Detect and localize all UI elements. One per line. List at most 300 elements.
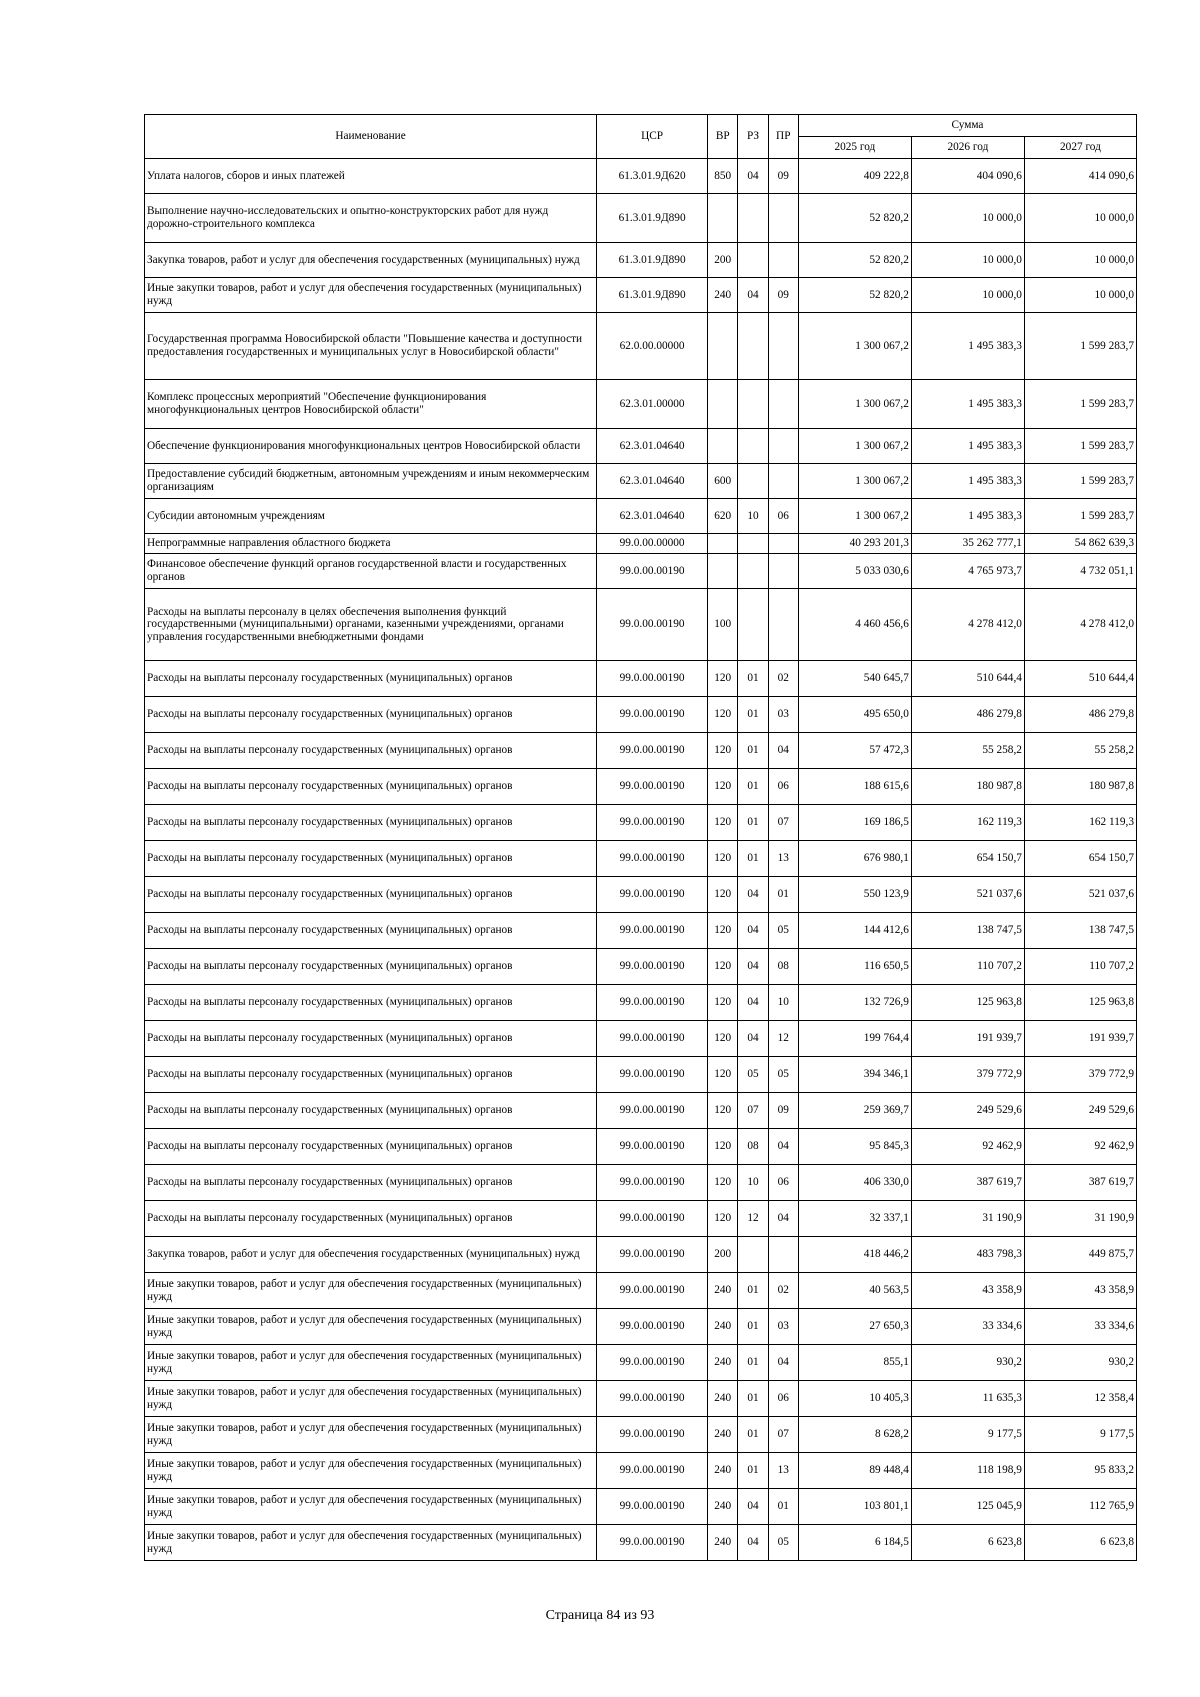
- cell-2026: 55 258,2: [911, 733, 1024, 769]
- cell-rz: 01: [738, 697, 768, 733]
- cell-2026: 1 495 383,3: [911, 464, 1024, 499]
- cell-vr: 120: [708, 805, 738, 841]
- cell-rz: 01: [738, 805, 768, 841]
- cell-pr: 02: [768, 661, 798, 697]
- cell-2027: 1 599 283,7: [1024, 499, 1136, 534]
- cell-pr: 09: [768, 278, 798, 313]
- cell-2027: 95 833,2: [1024, 1453, 1136, 1489]
- cell-pr: 02: [768, 1273, 798, 1309]
- cell-vr: [708, 313, 738, 380]
- cell-2025: 495 650,0: [798, 697, 911, 733]
- cell-rz: 01: [738, 1273, 768, 1309]
- cell-pr: [768, 534, 798, 554]
- cell-pr: 04: [768, 733, 798, 769]
- cell-csr: 62.3.01.04640: [597, 464, 708, 499]
- cell-rz: [738, 380, 768, 429]
- cell-pr: [768, 1237, 798, 1273]
- cell-csr: 61.3.01.9Д890: [597, 194, 708, 243]
- table-row: [145, 1453, 1137, 1489]
- cell-csr: 99.0.00.00190: [597, 1057, 708, 1093]
- table-row: [145, 841, 1137, 877]
- cell-rz: 01: [738, 733, 768, 769]
- cell-2027: 112 765,9: [1024, 1489, 1136, 1525]
- cell-name: Иные закупки товаров, работ и услуг для обеспечения государственных (муниципальных) нужд: [145, 1453, 597, 1489]
- cell-2025: 676 980,1: [798, 841, 911, 877]
- cell-2027: 1 599 283,7: [1024, 380, 1136, 429]
- cell-rz: 10: [738, 1165, 768, 1201]
- cell-csr: 99.0.00.00000: [597, 534, 708, 554]
- cell-2027: 9 177,5: [1024, 1417, 1136, 1453]
- table-row: [145, 985, 1137, 1021]
- cell-csr: 99.0.00.00190: [597, 1489, 708, 1525]
- cell-csr: 99.0.00.00190: [597, 1381, 708, 1417]
- cell-name: Расходы на выплаты персоналу государственных (муниципальных) органов: [145, 661, 597, 697]
- cell-rz: [738, 554, 768, 589]
- table-row: [145, 1345, 1137, 1381]
- cell-2027: 387 619,7: [1024, 1165, 1136, 1201]
- table-row: [145, 733, 1137, 769]
- cell-2026: 125 963,8: [911, 985, 1024, 1021]
- cell-2025: 406 330,0: [798, 1165, 911, 1201]
- cell-pr: 07: [768, 1417, 798, 1453]
- cell-2026: 379 772,9: [911, 1057, 1024, 1093]
- cell-csr: 99.0.00.00190: [597, 1093, 708, 1129]
- cell-csr: 99.0.00.00190: [597, 1525, 708, 1561]
- cell-csr: 99.0.00.00190: [597, 697, 708, 733]
- cell-2027: 33 334,6: [1024, 1309, 1136, 1345]
- cell-name: Субсидии автономным учреждениям: [145, 499, 597, 534]
- cell-2027: 55 258,2: [1024, 733, 1136, 769]
- cell-2025: 32 337,1: [798, 1201, 911, 1237]
- table-row: [145, 194, 1137, 243]
- cell-pr: 04: [768, 1129, 798, 1165]
- cell-vr: 200: [708, 243, 738, 278]
- cell-name: Иные закупки товаров, работ и услуг для обеспечения государственных (муниципальных) нужд: [145, 1489, 597, 1525]
- cell-rz: 04: [738, 913, 768, 949]
- cell-name: Расходы на выплаты персоналу государственных (муниципальных) органов: [145, 949, 597, 985]
- cell-2026: 6 623,8: [911, 1525, 1024, 1561]
- cell-vr: 240: [708, 1345, 738, 1381]
- cell-2025: 40 563,5: [798, 1273, 911, 1309]
- cell-2025: 540 645,7: [798, 661, 911, 697]
- table-row: [145, 1237, 1137, 1273]
- cell-csr: 62.3.01.04640: [597, 429, 708, 464]
- cell-2025: 132 726,9: [798, 985, 911, 1021]
- table-row: [145, 1201, 1137, 1237]
- cell-2026: 521 037,6: [911, 877, 1024, 913]
- cell-rz: 01: [738, 769, 768, 805]
- cell-2025: 27 650,3: [798, 1309, 911, 1345]
- cell-pr: [768, 554, 798, 589]
- cell-name: Расходы на выплаты персоналу в целях обеспечения выполнения функций государственными (муниципальными) органами, казенными учреждениями, органами управления государственными внебюджетными фондами: [145, 589, 597, 661]
- cell-2026: 118 198,9: [911, 1453, 1024, 1489]
- cell-2025: 10 405,3: [798, 1381, 911, 1417]
- cell-rz: 04: [738, 1489, 768, 1525]
- cell-2026: 4 278 412,0: [911, 589, 1024, 661]
- cell-rz: 10: [738, 499, 768, 534]
- cell-2026: 387 619,7: [911, 1165, 1024, 1201]
- cell-2027: 125 963,8: [1024, 985, 1136, 1021]
- cell-2027: 92 462,9: [1024, 1129, 1136, 1165]
- cell-2026: 483 798,3: [911, 1237, 1024, 1273]
- cell-csr: 99.0.00.00190: [597, 1237, 708, 1273]
- cell-2026: 180 987,8: [911, 769, 1024, 805]
- cell-2027: 10 000,0: [1024, 194, 1136, 243]
- cell-vr: 120: [708, 733, 738, 769]
- cell-rz: 12: [738, 1201, 768, 1237]
- cell-vr: 120: [708, 841, 738, 877]
- table-row: [145, 1093, 1137, 1129]
- table-row: [145, 429, 1137, 464]
- cell-pr: 06: [768, 1381, 798, 1417]
- table-row: [145, 313, 1137, 380]
- cell-vr: 120: [708, 697, 738, 733]
- cell-2027: 930,2: [1024, 1345, 1136, 1381]
- cell-csr: 62.3.01.04640: [597, 499, 708, 534]
- cell-csr: 99.0.00.00190: [597, 1021, 708, 1057]
- cell-name: Иные закупки товаров, работ и услуг для обеспечения государственных (муниципальных) нужд: [145, 1525, 597, 1561]
- table-row: [145, 278, 1137, 313]
- cell-pr: 07: [768, 805, 798, 841]
- cell-2025: 1 300 067,2: [798, 313, 911, 380]
- cell-2027: 110 707,2: [1024, 949, 1136, 985]
- cell-rz: 04: [738, 949, 768, 985]
- cell-rz: 05: [738, 1057, 768, 1093]
- cell-pr: 13: [768, 841, 798, 877]
- cell-2027: 486 279,8: [1024, 697, 1136, 733]
- cell-2026: 654 150,7: [911, 841, 1024, 877]
- cell-rz: 04: [738, 1021, 768, 1057]
- cell-name: Расходы на выплаты персоналу государственных (муниципальных) органов: [145, 985, 597, 1021]
- cell-2025: 103 801,1: [798, 1489, 911, 1525]
- cell-rz: 04: [738, 278, 768, 313]
- cell-2027: 10 000,0: [1024, 243, 1136, 278]
- cell-vr: 240: [708, 1309, 738, 1345]
- cell-pr: 01: [768, 877, 798, 913]
- cell-name: Обеспечение функционирования многофункциональных центров Новосибирской области: [145, 429, 597, 464]
- cell-pr: 06: [768, 769, 798, 805]
- table-row: [145, 1021, 1137, 1057]
- cell-2025: 188 615,6: [798, 769, 911, 805]
- cell-2025: 199 764,4: [798, 1021, 911, 1057]
- cell-name: Государственная программа Новосибирской области "Повышение качества и доступности предоставления государственных и муниципальных услуг в Новосибирской области": [145, 313, 597, 380]
- cell-2027: 6 623,8: [1024, 1525, 1136, 1561]
- cell-name: Иные закупки товаров, работ и услуг для обеспечения государственных (муниципальных) нужд: [145, 1273, 597, 1309]
- cell-2026: 1 495 383,3: [911, 380, 1024, 429]
- cell-csr: 99.0.00.00190: [597, 1345, 708, 1381]
- cell-2027: 1 599 283,7: [1024, 313, 1136, 380]
- cell-name: Расходы на выплаты персоналу государственных (муниципальных) органов: [145, 877, 597, 913]
- cell-name: Расходы на выплаты персоналу государственных (муниципальных) органов: [145, 769, 597, 805]
- cell-rz: [738, 589, 768, 661]
- cell-2025: 418 446,2: [798, 1237, 911, 1273]
- cell-2026: 4 765 973,7: [911, 554, 1024, 589]
- header-year-2026: 2026 год: [911, 137, 1024, 159]
- cell-csr: 99.0.00.00190: [597, 589, 708, 661]
- cell-vr: 120: [708, 1021, 738, 1057]
- cell-2026: 1 495 383,3: [911, 429, 1024, 464]
- cell-rz: 01: [738, 1417, 768, 1453]
- cell-rz: 01: [738, 1345, 768, 1381]
- table-row: [145, 243, 1137, 278]
- cell-pr: 05: [768, 1057, 798, 1093]
- cell-vr: 120: [708, 1129, 738, 1165]
- cell-csr: 99.0.00.00190: [597, 1417, 708, 1453]
- cell-2025: 855,1: [798, 1345, 911, 1381]
- cell-name: Расходы на выплаты персоналу государственных (муниципальных) органов: [145, 1165, 597, 1201]
- cell-csr: 99.0.00.00190: [597, 949, 708, 985]
- cell-2026: 249 529,6: [911, 1093, 1024, 1129]
- table-row: [145, 697, 1137, 733]
- cell-2027: 654 150,7: [1024, 841, 1136, 877]
- cell-pr: [768, 313, 798, 380]
- cell-2027: 10 000,0: [1024, 278, 1136, 313]
- cell-vr: 240: [708, 1417, 738, 1453]
- cell-pr: [768, 464, 798, 499]
- cell-2026: 404 090,6: [911, 159, 1024, 194]
- cell-2027: 12 358,4: [1024, 1381, 1136, 1417]
- cell-2026: 510 644,4: [911, 661, 1024, 697]
- cell-vr: 240: [708, 1273, 738, 1309]
- cell-2026: 11 635,3: [911, 1381, 1024, 1417]
- cell-rz: [738, 1237, 768, 1273]
- cell-2025: 1 300 067,2: [798, 380, 911, 429]
- cell-name: Закупка товаров, работ и услуг для обеспечения государственных (муниципальных) нужд: [145, 1237, 597, 1273]
- cell-2027: 191 939,7: [1024, 1021, 1136, 1057]
- cell-rz: [738, 194, 768, 243]
- cell-2025: 4 460 456,6: [798, 589, 911, 661]
- cell-vr: 600: [708, 464, 738, 499]
- cell-2026: 43 358,9: [911, 1273, 1024, 1309]
- cell-csr: 99.0.00.00190: [597, 913, 708, 949]
- table-row: [145, 1525, 1137, 1561]
- cell-2026: 33 334,6: [911, 1309, 1024, 1345]
- cell-vr: 120: [708, 1057, 738, 1093]
- header-pr: ПР: [768, 115, 798, 159]
- table-row: [145, 661, 1137, 697]
- cell-pr: 10: [768, 985, 798, 1021]
- cell-rz: [738, 429, 768, 464]
- cell-2027: 31 190,9: [1024, 1201, 1136, 1237]
- header-csr: ЦСР: [597, 115, 708, 159]
- header-sum: Сумма: [798, 115, 1136, 137]
- cell-vr: 240: [708, 1489, 738, 1525]
- cell-2026: 191 939,7: [911, 1021, 1024, 1057]
- cell-2027: 162 119,3: [1024, 805, 1136, 841]
- table-body: [145, 159, 1137, 1561]
- cell-2025: 52 820,2: [798, 243, 911, 278]
- cell-rz: 07: [738, 1093, 768, 1129]
- header-year-2027: 2027 год: [1024, 137, 1136, 159]
- cell-csr: 99.0.00.00190: [597, 661, 708, 697]
- cell-csr: 61.3.01.9Д890: [597, 243, 708, 278]
- header-year-2025: 2025 год: [798, 137, 911, 159]
- cell-2025: 409 222,8: [798, 159, 911, 194]
- cell-pr: 13: [768, 1453, 798, 1489]
- cell-vr: 120: [708, 949, 738, 985]
- cell-csr: 99.0.00.00190: [597, 1309, 708, 1345]
- cell-name: Расходы на выплаты персоналу государственных (муниципальных) органов: [145, 841, 597, 877]
- cell-2027: 510 644,4: [1024, 661, 1136, 697]
- cell-vr: [708, 534, 738, 554]
- cell-name: Расходы на выплаты персоналу государственных (муниципальных) органов: [145, 913, 597, 949]
- header-name: Наименование: [145, 115, 597, 159]
- cell-2027: 54 862 639,3: [1024, 534, 1136, 554]
- cell-pr: 05: [768, 913, 798, 949]
- cell-vr: 100: [708, 589, 738, 661]
- table-row: [145, 949, 1137, 985]
- cell-csr: 61.3.01.9Д620: [597, 159, 708, 194]
- cell-2025: 57 472,3: [798, 733, 911, 769]
- cell-vr: [708, 554, 738, 589]
- cell-2027: 1 599 283,7: [1024, 429, 1136, 464]
- cell-2025: 95 845,3: [798, 1129, 911, 1165]
- cell-2025: 116 650,5: [798, 949, 911, 985]
- cell-pr: 09: [768, 159, 798, 194]
- cell-pr: 06: [768, 1165, 798, 1201]
- table-row: [145, 1129, 1137, 1165]
- cell-csr: 99.0.00.00190: [597, 841, 708, 877]
- cell-name: Предоставление субсидий бюджетным, автономным учреждениям и иным некоммерческим организациям: [145, 464, 597, 499]
- header-vr: ВР: [708, 115, 738, 159]
- table-header: [145, 115, 1137, 159]
- cell-2027: 521 037,6: [1024, 877, 1136, 913]
- cell-name: Расходы на выплаты персоналу государственных (муниципальных) органов: [145, 1201, 597, 1237]
- cell-2026: 110 707,2: [911, 949, 1024, 985]
- cell-csr: 61.3.01.9Д890: [597, 278, 708, 313]
- cell-2027: 414 090,6: [1024, 159, 1136, 194]
- cell-pr: [768, 243, 798, 278]
- cell-pr: 08: [768, 949, 798, 985]
- cell-2025: 1 300 067,2: [798, 464, 911, 499]
- cell-2027: 4 278 412,0: [1024, 589, 1136, 661]
- cell-2025: 89 448,4: [798, 1453, 911, 1489]
- cell-2027: 180 987,8: [1024, 769, 1136, 805]
- cell-pr: 06: [768, 499, 798, 534]
- cell-2026: 92 462,9: [911, 1129, 1024, 1165]
- cell-name: Иные закупки товаров, работ и услуг для обеспечения государственных (муниципальных) нужд: [145, 1309, 597, 1345]
- cell-vr: 240: [708, 1525, 738, 1561]
- cell-name: Иные закупки товаров, работ и услуг для обеспечения государственных (муниципальных) нужд: [145, 1381, 597, 1417]
- cell-name: Расходы на выплаты персоналу государственных (муниципальных) органов: [145, 1021, 597, 1057]
- cell-name: Выполнение научно-исследовательских и опытно-конструкторских работ для нужд дорожно-строительного комплекса: [145, 194, 597, 243]
- cell-name: Уплата налогов, сборов и иных платежей: [145, 159, 597, 194]
- cell-2026: 162 119,3: [911, 805, 1024, 841]
- cell-vr: 120: [708, 1201, 738, 1237]
- cell-rz: 08: [738, 1129, 768, 1165]
- cell-rz: 01: [738, 841, 768, 877]
- cell-csr: 99.0.00.00190: [597, 769, 708, 805]
- cell-rz: 01: [738, 1381, 768, 1417]
- cell-pr: 09: [768, 1093, 798, 1129]
- cell-2026: 9 177,5: [911, 1417, 1024, 1453]
- cell-rz: [738, 534, 768, 554]
- table-row: [145, 913, 1137, 949]
- cell-vr: 120: [708, 913, 738, 949]
- cell-name: Иные закупки товаров, работ и услуг для обеспечения государственных (муниципальных) нужд: [145, 1417, 597, 1453]
- cell-2025: 52 820,2: [798, 278, 911, 313]
- cell-name: Расходы на выплаты персоналу государственных (муниципальных) органов: [145, 1057, 597, 1093]
- table-row: [145, 554, 1137, 589]
- cell-2025: 259 369,7: [798, 1093, 911, 1129]
- cell-pr: [768, 194, 798, 243]
- table-row: [145, 1489, 1137, 1525]
- cell-2026: 138 747,5: [911, 913, 1024, 949]
- budget-table: [144, 114, 1137, 1561]
- cell-vr: 120: [708, 1093, 738, 1129]
- cell-csr: 99.0.00.00190: [597, 877, 708, 913]
- cell-vr: [708, 380, 738, 429]
- cell-2025: 550 123,9: [798, 877, 911, 913]
- table-row: [145, 877, 1137, 913]
- cell-name: Расходы на выплаты персоналу государственных (муниципальных) органов: [145, 733, 597, 769]
- cell-vr: [708, 429, 738, 464]
- table-row: [145, 499, 1137, 534]
- table-row: [145, 1273, 1137, 1309]
- cell-2025: 6 184,5: [798, 1525, 911, 1561]
- cell-vr: 120: [708, 1165, 738, 1201]
- cell-pr: 05: [768, 1525, 798, 1561]
- table-row: [145, 380, 1137, 429]
- cell-pr: [768, 429, 798, 464]
- cell-name: Финансовое обеспечение функций органов государственной власти и государственных органов: [145, 554, 597, 589]
- cell-2026: 35 262 777,1: [911, 534, 1024, 554]
- cell-pr: 03: [768, 1309, 798, 1345]
- cell-csr: 99.0.00.00190: [597, 985, 708, 1021]
- cell-csr: 62.0.00.00000: [597, 313, 708, 380]
- table-row: [145, 1309, 1137, 1345]
- table-row: [145, 805, 1137, 841]
- cell-2025: 394 346,1: [798, 1057, 911, 1093]
- cell-vr: 120: [708, 985, 738, 1021]
- table-row: [145, 159, 1137, 194]
- cell-rz: 01: [738, 1453, 768, 1489]
- cell-csr: 99.0.00.00190: [597, 733, 708, 769]
- table-row: [145, 769, 1137, 805]
- cell-2027: 43 358,9: [1024, 1273, 1136, 1309]
- cell-2026: 10 000,0: [911, 243, 1024, 278]
- cell-csr: 99.0.00.00190: [597, 554, 708, 589]
- cell-2025: 144 412,6: [798, 913, 911, 949]
- cell-vr: 620: [708, 499, 738, 534]
- cell-name: Расходы на выплаты персоналу государственных (муниципальных) органов: [145, 1093, 597, 1129]
- cell-rz: 04: [738, 159, 768, 194]
- cell-csr: 99.0.00.00190: [597, 1453, 708, 1489]
- table-row: [145, 1165, 1137, 1201]
- cell-pr: 12: [768, 1021, 798, 1057]
- table-row: [145, 1057, 1137, 1093]
- cell-2025: 169 186,5: [798, 805, 911, 841]
- table-row: [145, 1417, 1137, 1453]
- cell-pr: 04: [768, 1201, 798, 1237]
- table-row: [145, 534, 1137, 554]
- cell-2027: 249 529,6: [1024, 1093, 1136, 1129]
- cell-2027: 138 747,5: [1024, 913, 1136, 949]
- cell-2025: 40 293 201,3: [798, 534, 911, 554]
- cell-name: Иные закупки товаров, работ и услуг для обеспечения государственных (муниципальных) нужд: [145, 278, 597, 313]
- cell-2026: 1 495 383,3: [911, 499, 1024, 534]
- cell-vr: 240: [708, 1453, 738, 1489]
- cell-2026: 1 495 383,3: [911, 313, 1024, 380]
- cell-2026: 10 000,0: [911, 194, 1024, 243]
- cell-pr: 01: [768, 1489, 798, 1525]
- cell-2025: 5 033 030,6: [798, 554, 911, 589]
- cell-name: Расходы на выплаты персоналу государственных (муниципальных) органов: [145, 1129, 597, 1165]
- cell-csr: 99.0.00.00190: [597, 1273, 708, 1309]
- cell-rz: 04: [738, 1525, 768, 1561]
- header-rz: РЗ: [738, 115, 768, 159]
- cell-2027: 449 875,7: [1024, 1237, 1136, 1273]
